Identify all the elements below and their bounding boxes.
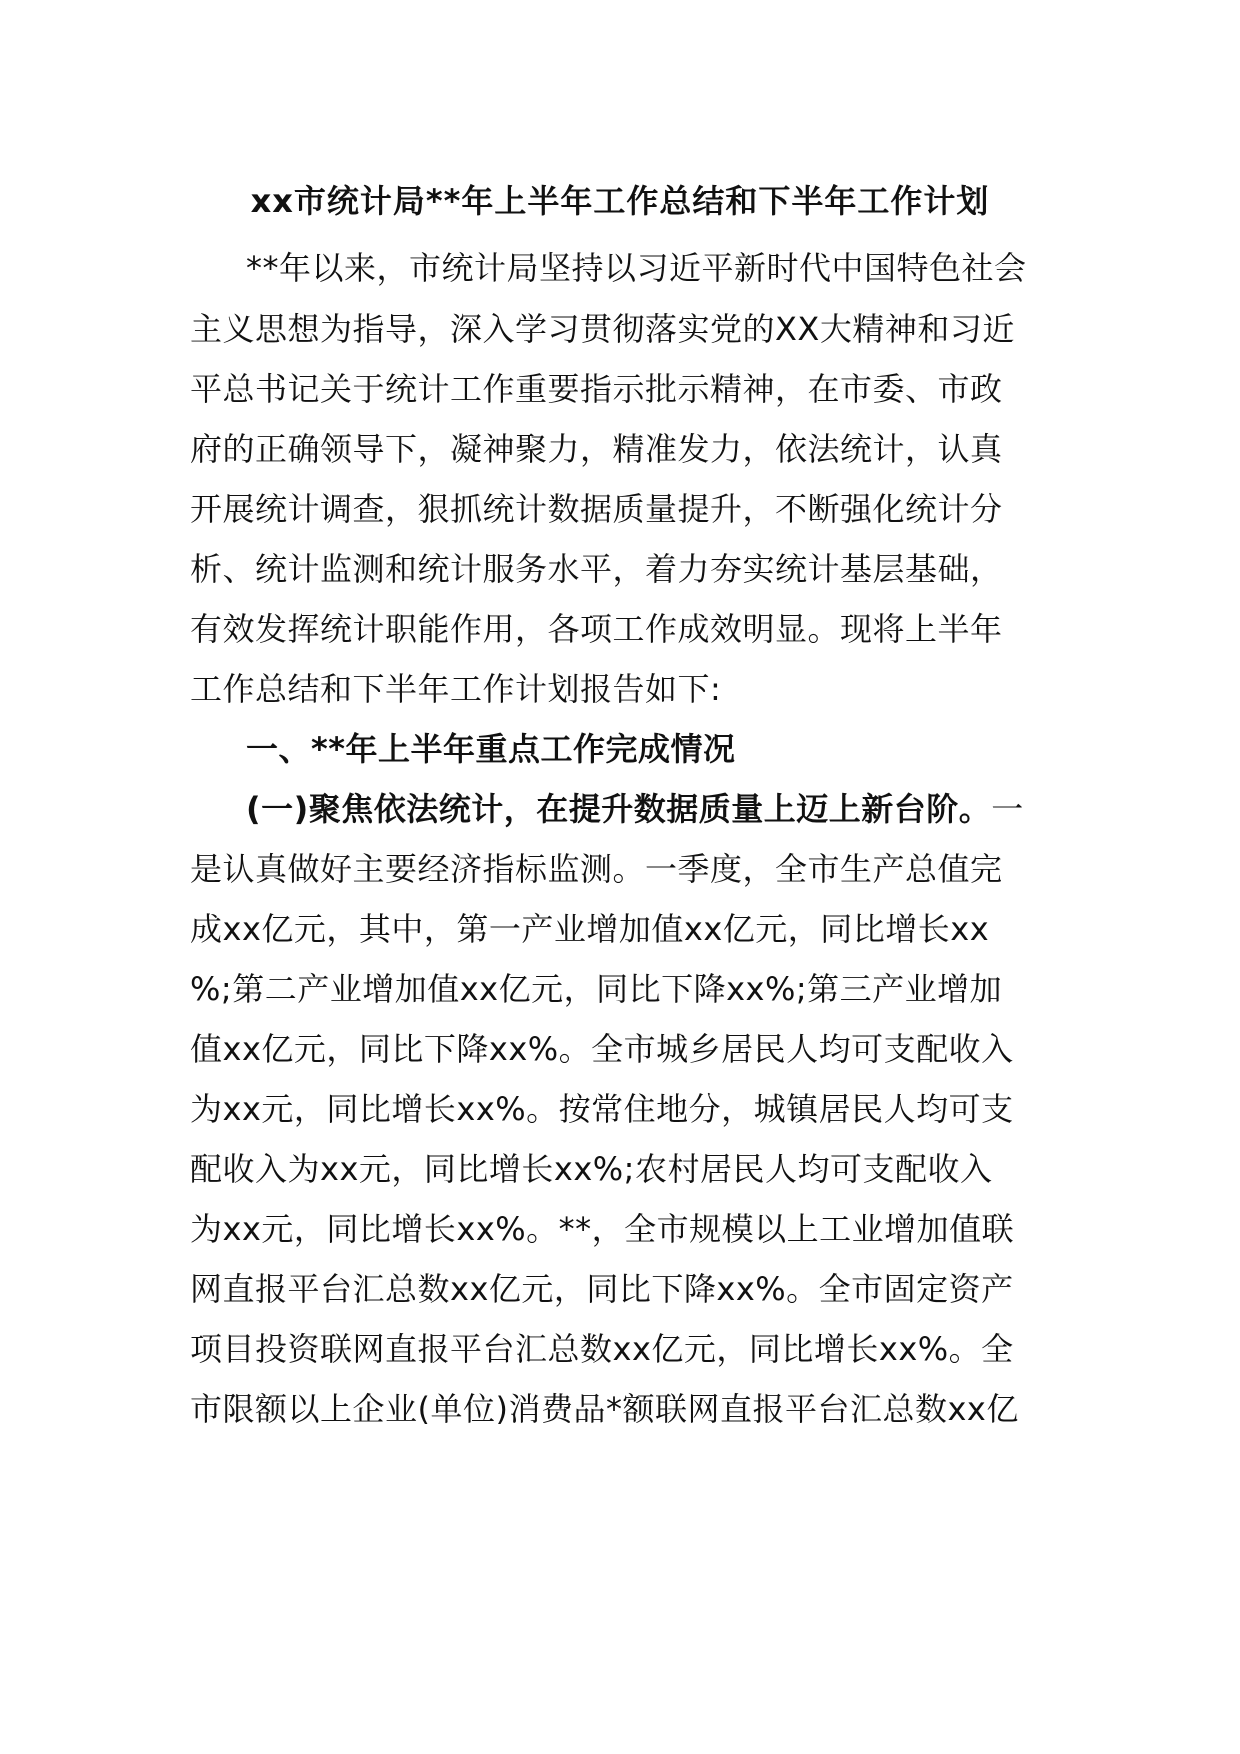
paragraph-line: 主义思想为指导，深入学习贯彻落实党的XX大精神和习近 [190,310,1015,348]
paragraph-line: 为xx元，同比增长xx%。按常住地分，城镇居民人均可支 [190,1090,1014,1128]
paragraph-line: 值xx亿元，同比下降xx%。全市城乡居民人均可支配收入 [190,1030,1014,1068]
paragraph-line: 开展统计调查，狠抓统计数据质量提升，不断强化统计分 [190,490,1003,528]
paragraph-line: 市限额以上企业(单位)消费品*额联网直报平台汇总数xx亿 [190,1390,1019,1428]
paragraph-line: 项目投资联网直报平台汇总数xx亿元，同比增长xx%。全 [190,1330,1014,1368]
paragraph-line: %;第二产业增加值xx亿元，同比下降xx%;第三产业增加 [190,970,1003,1008]
paragraph-line: **年以来，市统计局坚持以习近平新时代中国特色社会 [246,249,1027,287]
document-title: xx市统计局**年上半年工作总结和下半年工作计划 [250,182,990,220]
subsection-line [246,786,1060,832]
subsection-tail: 一 [991,790,1024,828]
paragraph-line: 为xx元，同比增长xx%。**，全市规模以上工业增加值联 [190,1210,1015,1248]
paragraph-line: 配收入为xx元，同比增长xx%;农村居民人均可支配收入 [190,1150,993,1188]
paragraph-line: 有效发挥统计职能作用，各项工作成效明显。现将上半年 [190,610,1003,648]
paragraph-line: 府的正确领导下，凝神聚力，精准发力，依法统计，认真 [190,430,1003,468]
paragraph-line: 析、统计监测和统计服务水平，着力夯实统计基层基础， [190,550,1003,588]
section-heading: 一、**年上半年重点工作完成情况 [246,730,736,768]
paragraph-line: 平总书记关于统计工作重要指示批示精神，在市委、市政 [190,370,1003,408]
paragraph-line: 工作总结和下半年工作计划报告如下: [190,670,722,708]
paragraph-line: 是认真做好主要经济指标监测。一季度，全市生产总值完 [190,850,1003,888]
paragraph-line: 成xx亿元，其中，第一产业增加值xx亿元，同比增长xx [190,910,990,948]
paragraph-line: 网直报平台汇总数xx亿元，同比下降xx%。全市固定资产 [190,1270,1014,1308]
subsection-heading: (一)聚焦依法统计，在提升数据质量上迈上新台阶。 [246,790,992,828]
